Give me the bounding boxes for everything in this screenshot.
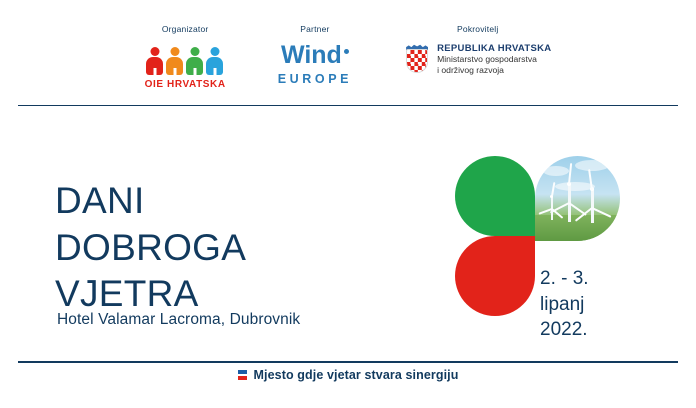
- bottom-divider: [18, 361, 678, 363]
- patron-caption: Pokrovitelj: [457, 24, 499, 34]
- tagline-text: Mjesto gdje vjetar stvara sinergiju: [253, 368, 459, 382]
- page-title: [55, 178, 246, 318]
- title-line-2: DOBROGA: [55, 226, 247, 268]
- organizer-block: [145, 24, 226, 90]
- four-people-icon: [146, 41, 224, 75]
- ministry-logo: [404, 41, 551, 75]
- main-content: [0, 106, 696, 361]
- title-line-1: DANI: [55, 180, 145, 221]
- date-line-3: 2022.: [540, 319, 588, 341]
- footer: [0, 368, 696, 382]
- europe-wordmark: EUROPE: [277, 72, 353, 86]
- patron-block: [404, 24, 551, 75]
- wind-wordmark: [281, 43, 349, 68]
- partner-band: [0, 0, 696, 106]
- green-petal-icon: [455, 156, 535, 236]
- croatian-flag-mark-icon: [238, 370, 247, 380]
- ministry-line-1: REPUBLIKA HRVATSKA: [437, 43, 552, 54]
- event-dates: [540, 266, 589, 343]
- organizer-caption: Organizator: [161, 24, 209, 34]
- oie-hrvatska-logo: [145, 41, 226, 90]
- ministry-line-3: i održivog razvoja: [437, 64, 504, 75]
- partner-logos: [0, 24, 696, 90]
- partner-block: [278, 24, 352, 86]
- red-petal-icon: [455, 236, 535, 316]
- venue-text: Hotel Valamar Lacroma, Dubrovnik: [57, 311, 301, 328]
- wind-turbine-photo-petal: [535, 156, 620, 241]
- ministry-text: [437, 43, 551, 75]
- partner-caption: Partner: [300, 24, 330, 34]
- wind-text: Wind: [280, 41, 342, 69]
- title-line-3: VJETRA: [55, 273, 199, 315]
- oie-hrvatska-wordmark: OIE HRVATSKA: [144, 79, 226, 90]
- date-line-2: lipanj: [540, 293, 585, 315]
- croatian-coat-of-arms-icon: [404, 43, 430, 75]
- date-line-1: 2. - 3.: [540, 268, 589, 289]
- wind-dot-icon: [344, 49, 349, 54]
- wind-europe-logo: [278, 41, 352, 86]
- ministry-line-2: Ministarstvo gospodarstva: [437, 54, 537, 64]
